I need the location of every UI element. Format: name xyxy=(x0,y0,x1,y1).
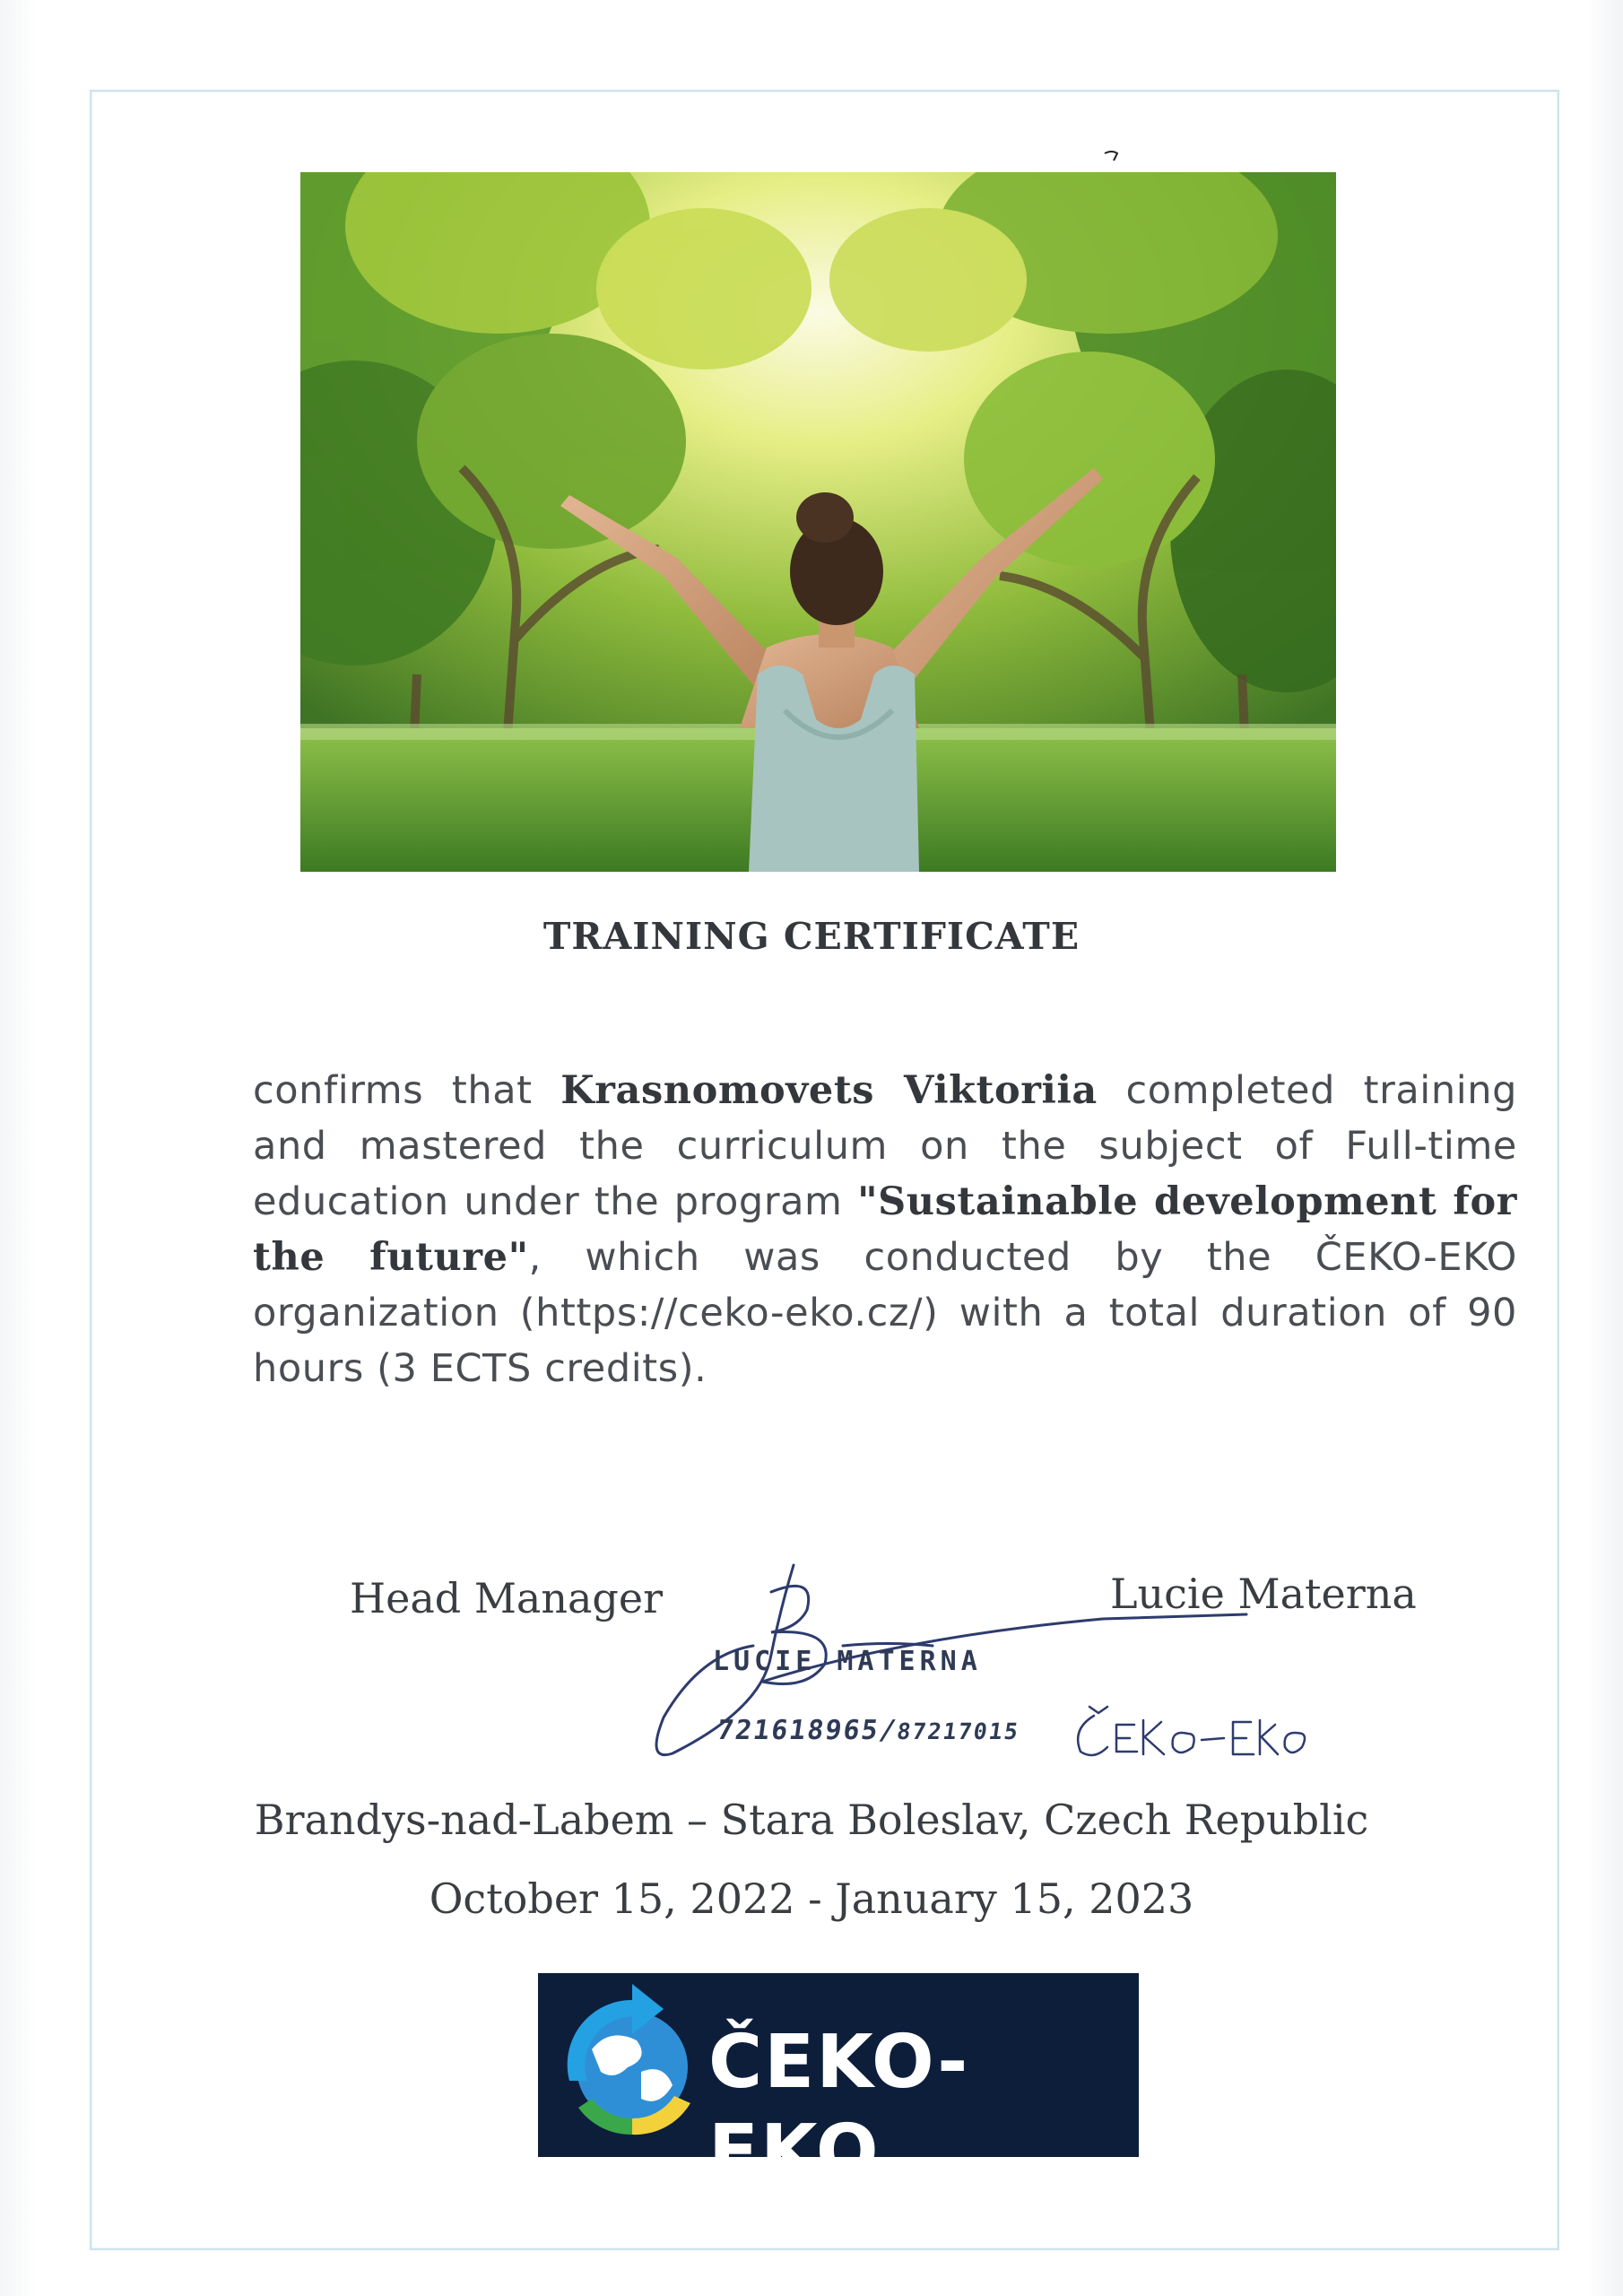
training-dates: October 15, 2022 - January 15, 2023 xyxy=(429,1874,1194,1923)
certificate-body xyxy=(253,1063,1517,1396)
location: Brandys-nad-Labem – Stara Boleslav, Czech Republic xyxy=(254,1796,1369,1844)
certificate-title: TRAINING CERTIFICATE xyxy=(542,915,1081,958)
program-name: "Sustainable development for the future" xyxy=(253,1179,1517,1280)
ceko-eko-logo xyxy=(538,1973,1139,2195)
scan-mark xyxy=(1103,148,1121,166)
stamp-name: LUCIE MATERNA xyxy=(713,1646,982,1677)
hero-photo xyxy=(300,172,1336,872)
stamp-id-1: 721618965/ xyxy=(715,1715,900,1746)
logo-wordmark: ČEKO-EKO xyxy=(708,2020,970,2195)
signatory-role: Head Manager xyxy=(350,1574,664,1622)
handwritten-org-signature xyxy=(1067,1702,1309,1765)
recipient-name: Krasnomovets Viktoriia xyxy=(560,1068,1098,1113)
body-middle-1: completed training and mastered the curriculum on the subject of Full-time education under the program xyxy=(253,1068,1517,1224)
stamp-id-2: 87217015 xyxy=(895,1718,1021,1744)
stamp-ids xyxy=(716,1715,1022,1746)
body-middle-2: , which was conducted by the ČEKO-EKO organization (https://ceko-eko.cz/) with a total duration of 90 hours (3 ECTS credits). xyxy=(253,1235,1517,1391)
signatory-name: Lucie Materna xyxy=(1110,1570,1417,1618)
body-intro: confirms that xyxy=(253,1068,561,1113)
